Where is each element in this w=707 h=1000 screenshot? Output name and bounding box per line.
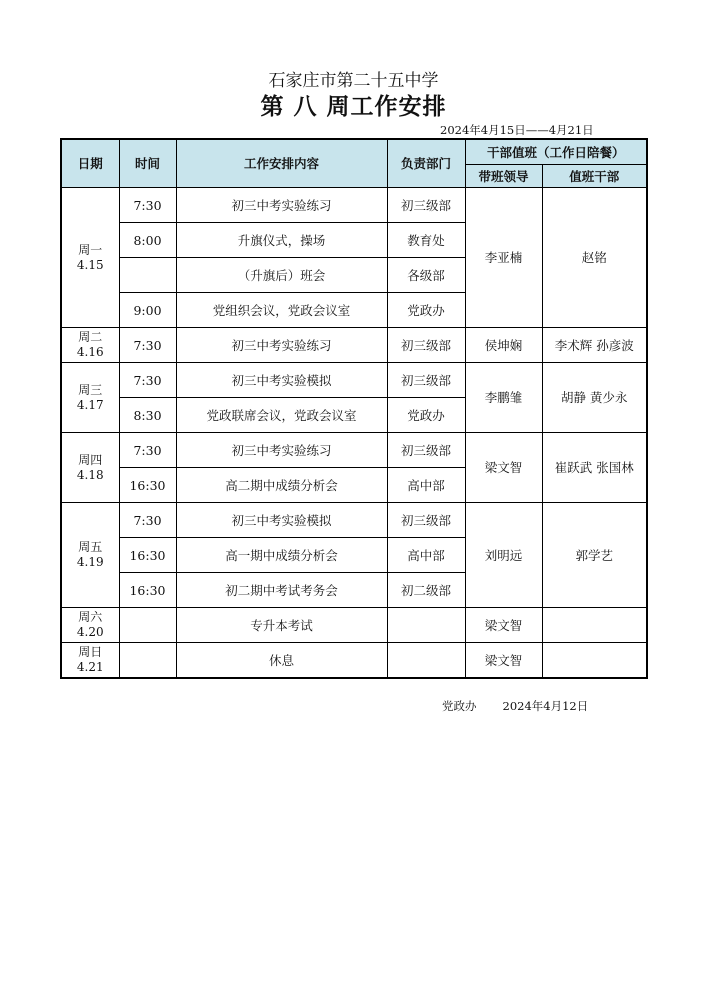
- school-name: 石家庄市第二十五中学: [268, 71, 439, 91]
- dept-cell: 初二级部: [387, 573, 465, 608]
- leader-cell: 梁文智: [465, 433, 542, 503]
- weekday-label: 周六: [78, 610, 103, 624]
- table-row: [61, 433, 647, 468]
- weekday-label: 周四: [78, 452, 103, 467]
- date-label: 4.18: [76, 467, 104, 482]
- day-cell: [61, 503, 119, 608]
- header-dept: 负责部门: [387, 139, 465, 188]
- date-label: 4.15: [76, 257, 104, 272]
- content-cell: 初三中考实验练习: [176, 328, 387, 363]
- dept-cell: 初三级部: [387, 363, 465, 398]
- cadre-cell: 赵铭: [542, 188, 647, 328]
- cadre-cell: [542, 643, 647, 679]
- leader-cell: 梁文智: [465, 643, 542, 679]
- header-duty: 干部值班（工作日陪餐）: [465, 139, 647, 165]
- schedule-body: [61, 188, 647, 679]
- dept-cell: 各级部: [387, 258, 465, 293]
- leader-cell: 李亚楠: [465, 188, 542, 328]
- content-cell: 升旗仪式，操场: [176, 223, 387, 258]
- table-row: [61, 188, 647, 223]
- dept-cell: 党政办: [387, 293, 465, 328]
- day-cell: [61, 188, 119, 328]
- day-cell: [61, 363, 119, 433]
- table-row: [61, 608, 647, 643]
- table-row: [61, 328, 647, 363]
- time-cell: 16:30: [119, 538, 176, 573]
- content-cell: 初三中考实验练习: [176, 433, 387, 468]
- schedule-table: [60, 138, 648, 679]
- header-leader: 带班领导: [465, 165, 542, 188]
- footer: [442, 698, 588, 714]
- weekday-label: 周日: [78, 645, 103, 659]
- date-label: 4.17: [76, 397, 104, 412]
- weekday-label: 周五: [78, 540, 103, 554]
- day-cell: [61, 328, 119, 363]
- dept-cell: [387, 608, 465, 643]
- content-cell: 休息: [176, 643, 387, 679]
- dept-cell: 高中部: [387, 468, 465, 503]
- cadre-cell: 崔跃武 张国林: [542, 433, 647, 503]
- content-cell: （升旗后）班会: [176, 258, 387, 293]
- date-label: 4.16: [76, 345, 104, 359]
- time-cell: 7:30: [119, 433, 176, 468]
- time-cell: 7:30: [119, 363, 176, 398]
- leader-cell: 李鹏雏: [465, 363, 542, 433]
- day-cell: [61, 608, 119, 643]
- content-cell: 初二期中考试考务会: [176, 573, 387, 608]
- content-cell: 党组织会议，党政会议室: [176, 293, 387, 328]
- table-row: [61, 503, 647, 538]
- time-cell: [119, 608, 176, 643]
- weekday-label: 周二: [78, 330, 103, 344]
- dept-cell: 初三级部: [387, 188, 465, 223]
- dept-cell: 初三级部: [387, 433, 465, 468]
- content-cell: 初三中考实验模拟: [176, 363, 387, 398]
- time-cell: [119, 643, 176, 679]
- dept-cell: 初三级部: [387, 503, 465, 538]
- leader-cell: 刘明远: [465, 503, 542, 608]
- content-cell: 高一期中成绩分析会: [176, 538, 387, 573]
- dept-cell: 党政办: [387, 398, 465, 433]
- content-cell: 初三中考实验练习: [176, 188, 387, 223]
- time-cell: 7:30: [119, 188, 176, 223]
- content-cell: 党政联席会议，党政会议室: [176, 398, 387, 433]
- day-cell: [61, 643, 119, 679]
- weekday-label: 周三: [78, 382, 103, 397]
- weekday-label: 周一: [78, 242, 103, 257]
- date-range: 2024年4月15日——4月21日: [440, 123, 594, 137]
- dept-cell: 初三级部: [387, 328, 465, 363]
- leader-cell: 侯坤娴: [465, 328, 542, 363]
- time-cell: 16:30: [119, 573, 176, 608]
- time-cell: 16:30: [119, 468, 176, 503]
- dept-cell: 高中部: [387, 538, 465, 573]
- page-title: 第 八 周工作安排: [260, 94, 447, 120]
- time-cell: 9:00: [119, 293, 176, 328]
- header-time: 时间: [119, 139, 176, 188]
- cadre-cell: 李术辉 孙彦波: [542, 328, 647, 363]
- cadre-cell: [542, 608, 647, 643]
- content-cell: 专升本考试: [176, 608, 387, 643]
- footer-date: 2024年4月12日: [502, 699, 589, 713]
- time-cell: [119, 258, 176, 293]
- footer-dept: 党政办: [442, 699, 477, 713]
- time-cell: 7:30: [119, 503, 176, 538]
- content-cell: 高二期中成绩分析会: [176, 468, 387, 503]
- table-row: [61, 363, 647, 398]
- dept-cell: 教育处: [387, 223, 465, 258]
- time-cell: 7:30: [119, 328, 176, 363]
- dept-cell: [387, 643, 465, 679]
- table-row: [61, 643, 647, 679]
- date-label: 4.19: [76, 555, 104, 569]
- cadre-cell: 胡静 黄少永: [542, 363, 647, 433]
- header-content: 工作安排内容: [176, 139, 387, 188]
- day-cell: [61, 433, 119, 503]
- date-label: 4.20: [76, 625, 104, 639]
- cadre-cell: 郭学艺: [542, 503, 647, 608]
- content-cell: 初三中考实验模拟: [176, 503, 387, 538]
- time-cell: 8:30: [119, 398, 176, 433]
- header-date: 日期: [61, 139, 119, 188]
- header-cadre: 值班干部: [542, 165, 647, 188]
- leader-cell: 梁文智: [465, 608, 542, 643]
- date-label: 4.21: [76, 660, 104, 674]
- time-cell: 8:00: [119, 223, 176, 258]
